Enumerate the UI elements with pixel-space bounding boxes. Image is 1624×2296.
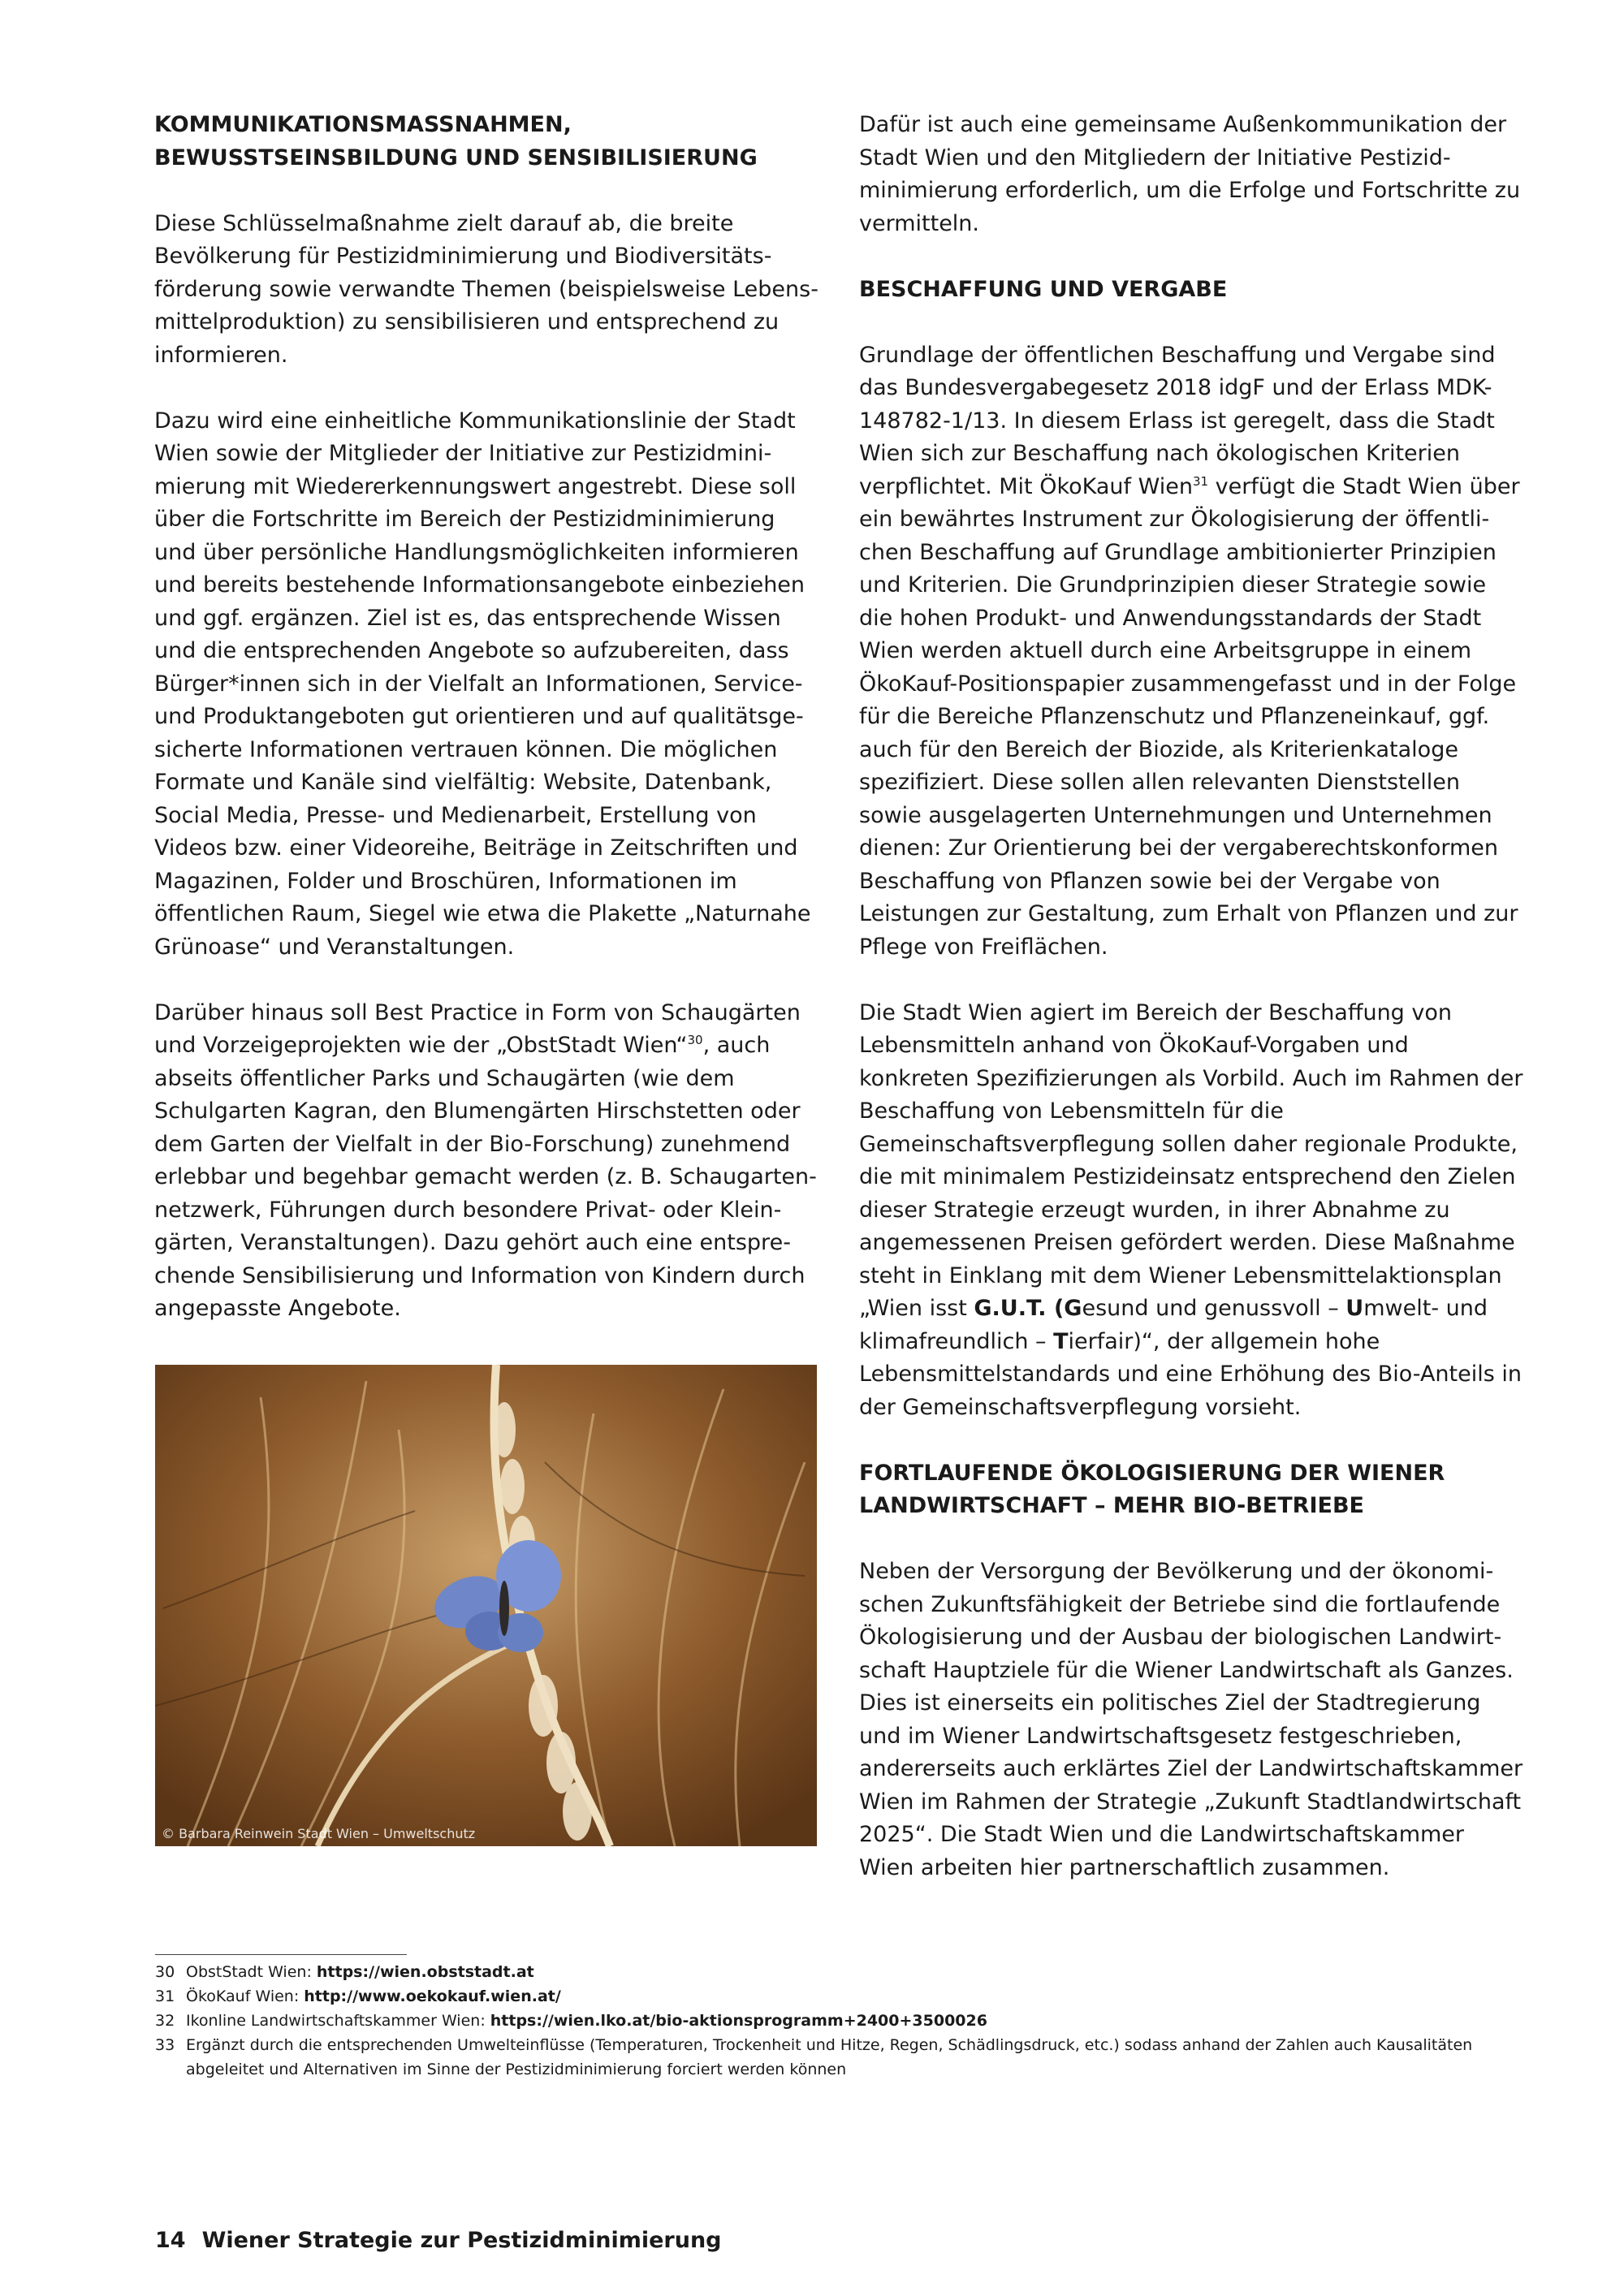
footnote-ref: 31: [1192, 473, 1209, 489]
bold-run: U: [1345, 1296, 1364, 1321]
footnote-link[interactable]: http://www.oekokauf.wien.at/: [304, 1987, 561, 2005]
paragraph: [859, 339, 1525, 965]
section-heading-beschaffung: BESCHAFFUNG UND VERGABE: [859, 276, 1228, 302]
text-run: Grundlage der öffentlichen Beschaffung und Vergabe sind das Bundesvergabegesetz 2018 idgF und der Erlass MDK-148782-1/13. In diesem Erlass ist geregelt, dass die Stadt Wien sich zur Beschaffung nach ökologischen Kriterien verpflichtet. Mit ÖkoKauf Wien: [859, 342, 1496, 499]
footnote-number: 30: [155, 1963, 175, 1981]
footnote-number: 33: [155, 2036, 175, 2054]
footnote-text: Ergänzt durch die entsprechenden Umwelteinflüsse (Temperaturen, Trockenheit und Hitze, Regen, Schädlingsdruck, etc.) sodass anhand der Zahlen auch Kausalitäten abgeleitet und Alternativen im Sinne der Pestizidminimierung forciert werden können: [186, 2036, 1473, 2078]
footnote-link[interactable]: https://wien.obststadt.at: [316, 1963, 534, 1981]
text-run: mwelt- und klimafreundlich –: [859, 1296, 1488, 1354]
right-column: [859, 109, 1525, 1918]
left-column: [154, 109, 820, 1358]
text-run: , auch abseits öffentlicher Parks und Schaugärten (wie dem Schulgarten Kagran, den Blumengärten Hirschstetten oder dem Garten der Vielfalt in der Bio-Forschung) zunehmend erlebbar und begehbar gemacht werden (z. B. Schaugartennetzwerk, Führungen durch besondere Privat- oder Kleingärten, Veranstaltungen). Dazu gehört auch eine entsprechende Sensibilisierung und Information von Kindern durch angepasste Angebote.: [154, 1033, 817, 1321]
footnote: [155, 1984, 1535, 2009]
footnote-ref: 30: [687, 1033, 703, 1047]
footnote-label: Ikonline Landwirtschaftskammer Wien:: [186, 2012, 490, 2030]
footnote-divider: [155, 1954, 407, 1955]
document-title: Wiener Strategie zur Pestizidminimierung: [201, 2228, 722, 2253]
page-number: 14: [155, 2228, 186, 2253]
text-run: ierfair)“, der allgemein hohe Lebensmittelstandards und eine Erhöhung des Bio-Anteils in der Gemeinschaftsverpflegung vorsieht.: [859, 1328, 1522, 1420]
photo-illustration: [155, 1365, 817, 1846]
paragraph: Diese Schlüsselmaßnahme zielt darauf ab, die breite Bevölkerung für Pestizidminimierung und Biodiversitätsförderung sowie verwandte Themen (beispielsweise Lebensmittelproduktion) zu sensibilisieren und entsprechend zu informieren.: [154, 210, 818, 368]
paragraph: [154, 997, 820, 1326]
footnotes: [155, 1960, 1535, 2082]
page-footer: [155, 2228, 722, 2253]
footnote: [155, 2009, 1535, 2033]
paragraph: Dafür ist auch eine gemeinsame Außenkommunikation der Stadt Wien und den Mitgliedern der Initiative Pestizidminimierung erforderlich, um die Erfolge und Fortschritte zu vermitteln.: [859, 112, 1521, 236]
paragraph: [859, 997, 1525, 1425]
footnote-label: ObstStadt Wien:: [186, 1963, 317, 1981]
paragraph: Dazu wird eine einheitliche Kommunikationslinie der Stadt Wien sowie der Mitglieder der Initiative zur Pestizidminimierung mit Wiedererkennungswert angestrebt. Diese soll über die Fortschritte im Bereich der Pestizidminimierung und über persönliche Handlungsmöglichkeiten informieren und bereits bestehende Informationsangebote einbeziehen und ggf. ergänzen. Ziel ist es, das entsprechende Wissen und die entsprechenden Angebote so aufzubereiten, dass Bürger*innen sich in der Vielfalt an Informationen, Service- und Produktangeboten gut orientieren und auf qualitätsgesicherte Informationen vertrauen können. Die möglichen Formate und Kanäle sind vielfältig: Website, Datenbank, Social Media, Presse- und Medienarbeit, Erstellung von Videos bzw. einer Videoreihe, Beiträge in Zeitschriften und Magazinen, Folder und Broschüren, Informationen im öffentlichen Raum, Siegel wie etwa die Plakette „Naturnahe Grünoase“ und Veranstaltungen.: [154, 408, 811, 960]
section-heading-kommunikation: KOMMUNIKATIONSMASSNAHMEN, BEWUSSTSEINSBILDUNG UND SENSIBILISIERUNG: [154, 112, 758, 170]
footnote-number: 32: [155, 2012, 175, 2030]
footnote-number: 31: [155, 1987, 175, 2005]
footnote-text: [186, 1984, 561, 2009]
footnote-text: [186, 1960, 534, 1984]
text-run: verfügt die Stadt Wien über ein bewährtes Instrument zur Ökologisierung der öffentlichen Beschaffung auf Grundlage ambitionierter Prinzipien und Kriterien. Die Grundprinzipien dieser Strategie sowie die hohen Produkt- und Anwendungsstandards der Stadt Wien werden aktuell durch eine Arbeitsgruppe in einem ÖkoKauf-Positionspapier zusammengefasst und in der Folge für die Bereiche Pflanzenschutz und Pflanzeneinkauf, ggf. auch für den Bereich der Biozide, als Kriterienkataloge spezifiziert. Diese sollen allen relevanten Dienststellen sowie ausgelagerten Unternehmungen und Unternehmen dienen: Zur Orientierung bei der vergaberechtskonformen Beschaffung von Pflanzen sowie bei der Vergabe von Leistungen zur Gestaltung, zum Erhalt von Pflanzen und zur Pflege von Freiflächen.: [859, 473, 1520, 960]
footnote: [155, 1960, 1535, 1984]
butterfly-photo: [155, 1365, 817, 1846]
paragraph: Neben der Versorgung der Bevölkerung und der ökonomischen Zukunftsfähigkeit der Betriebe sind die fortlaufende Ökologisierung und der Ausbau der biologischen Landwirtschaft Hauptziele für die Wiener Landwirtschaft als Ganzes. Dies ist einerseits ein politisches Ziel der Stadtregierung und im Wiener Landwirtschaftsgesetz festgeschrieben, andererseits auch erklärtes Ziel der Landwirtschaftskammer Wien im Rahmen der Strategie „Zukunft Stadtlandwirtschaft 2025“. Die Stadt Wien und die Landwirtschaftskammer Wien arbeiten hier partnerschaftlich zusammen.: [859, 1559, 1523, 1880]
section-heading-landwirtschaft: FORTLAUFENDE ÖKOLOGISIERUNG DER WIENER LANDWIRTSCHAFT – MEHR BIO-BETRIEBE: [859, 1460, 1445, 1518]
footnote-label: ÖkoKauf Wien:: [186, 1987, 304, 2005]
footnote: [155, 2033, 1535, 2082]
photo-credit: © Barbara Reinwein Stadt Wien – Umweltschutz: [162, 1826, 476, 1841]
text-run: Darüber hinaus soll Best Practice in Form von Schaugärten und Vorzeigeprojekten wie der „ObstStadt Wien“: [154, 999, 801, 1058]
footnote-text: [186, 2009, 987, 2033]
bold-run: G.U.T. (G: [974, 1296, 1082, 1321]
footnote-link[interactable]: https://wien.lko.at/bio-aktionsprogramm+2400+3500026: [490, 2012, 987, 2030]
text-run: Die Stadt Wien agiert im Bereich der Beschaffung von Lebensmitteln anhand von ÖkoKauf-Vorgaben und konkreten Spezifizierungen als Vorbild. Auch im Rahmen der Beschaffung von Lebensmitteln für die Gemeinschaftsverpflegung sollen daher regionale Produkte, die mit minimalem Pestizideinsatz entsprechend den Zielen dieser Strategie erzeugt wurden, in ihrer Abnahme zu angemessenen Preisen gefördert werden. Diese Maßnahme steht in Einklang mit dem Wiener Lebensmittelaktionsplan „Wien isst: [859, 999, 1523, 1321]
text-run: esund und genussvoll –: [1082, 1296, 1346, 1321]
bold-run: T: [1053, 1328, 1069, 1354]
